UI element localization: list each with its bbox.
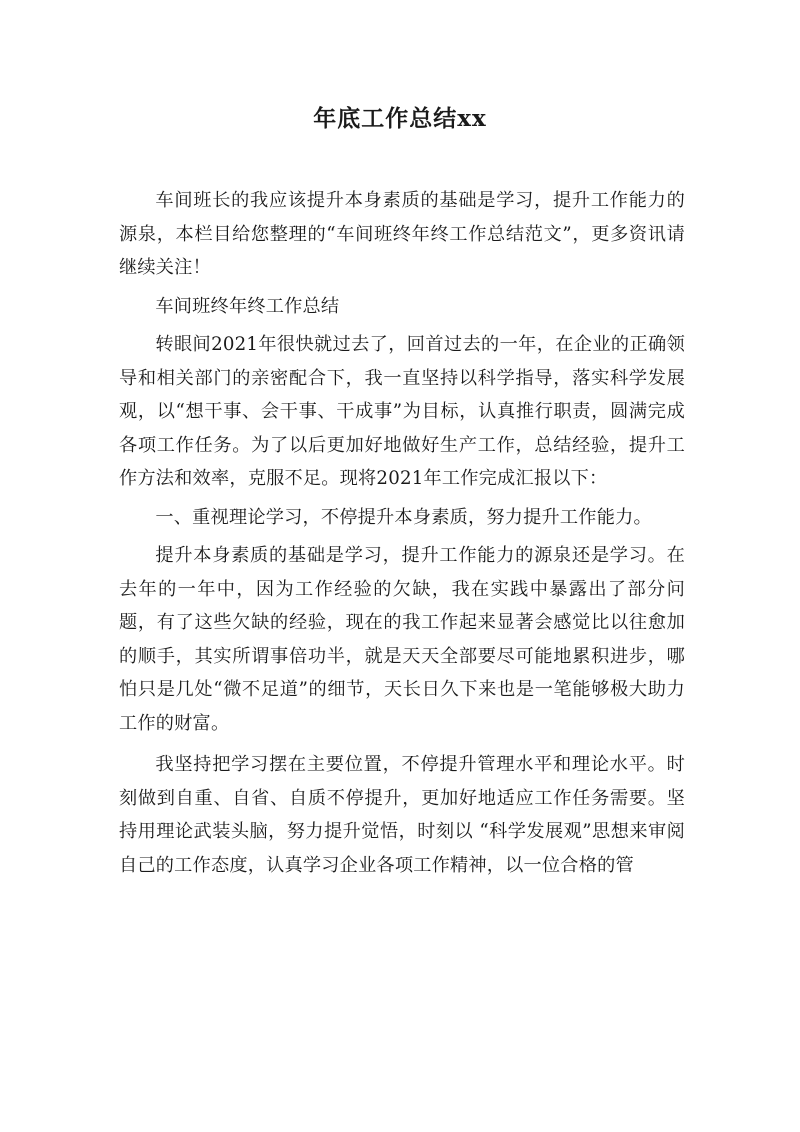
section-heading: 车间班终年终工作总结 [155,295,340,317]
study-paragraph: 提升本身素质的基础是学习，提升工作能力的源泉还是学习。在去年的一年中，因为工作经验的欠缺，我在实践中暴露出了部分问题，有了这些欠缺的经验，现在的我工作起来显著会感觉比以往愈加的顺手，其实所谓事倍功半，就是天天全部要尽可能地累积进步，哪怕只是几处“微不足道”的细节，天长日久下来也是一笔能够极大助力工作的财富。 [119,545,685,734]
summary-paragraph: 转眼间2021年很快就过去了，回首过去的一年，在企业的正确领导和相关部门的亲密配合下，我一直坚持以科学指导，落实科学发展观，以“想干事、会干事、干成事”为目标，认真推行职责，圆满完成各项工作任务。为了以后更加好地做好生产工作，总结经验，提升工作方法和效率，克服不足。现将2021年工作完成汇报以下： [119,334,685,489]
intro-paragraph: 车间班长的我应该提升本身素质的基础是学习，提升工作能力的源泉，本栏目给您整理的“车间班终年终工作总结范文”，更多资讯请继续关注！ [119,190,685,278]
study-continued-paragraph: 我坚持把学习摆在主要位置，不停提升管理水平和理论水平。时刻做到自重、自省、自质不停提升，更加好地适应工作任务需要。坚持用理论武装头脑，努力提升觉悟，时刻以 “科学发展观”思想来审阅自己的工作态度，认真学习企业各项工作精神，以一位合格的管 [119,754,685,876]
document-title: 年底工作总结xx [313,105,487,132]
document-body [119,184,685,882]
point-one-heading: 一、重视理论学习，不停提升本身素质，努力提升工作能力。 [155,506,652,528]
